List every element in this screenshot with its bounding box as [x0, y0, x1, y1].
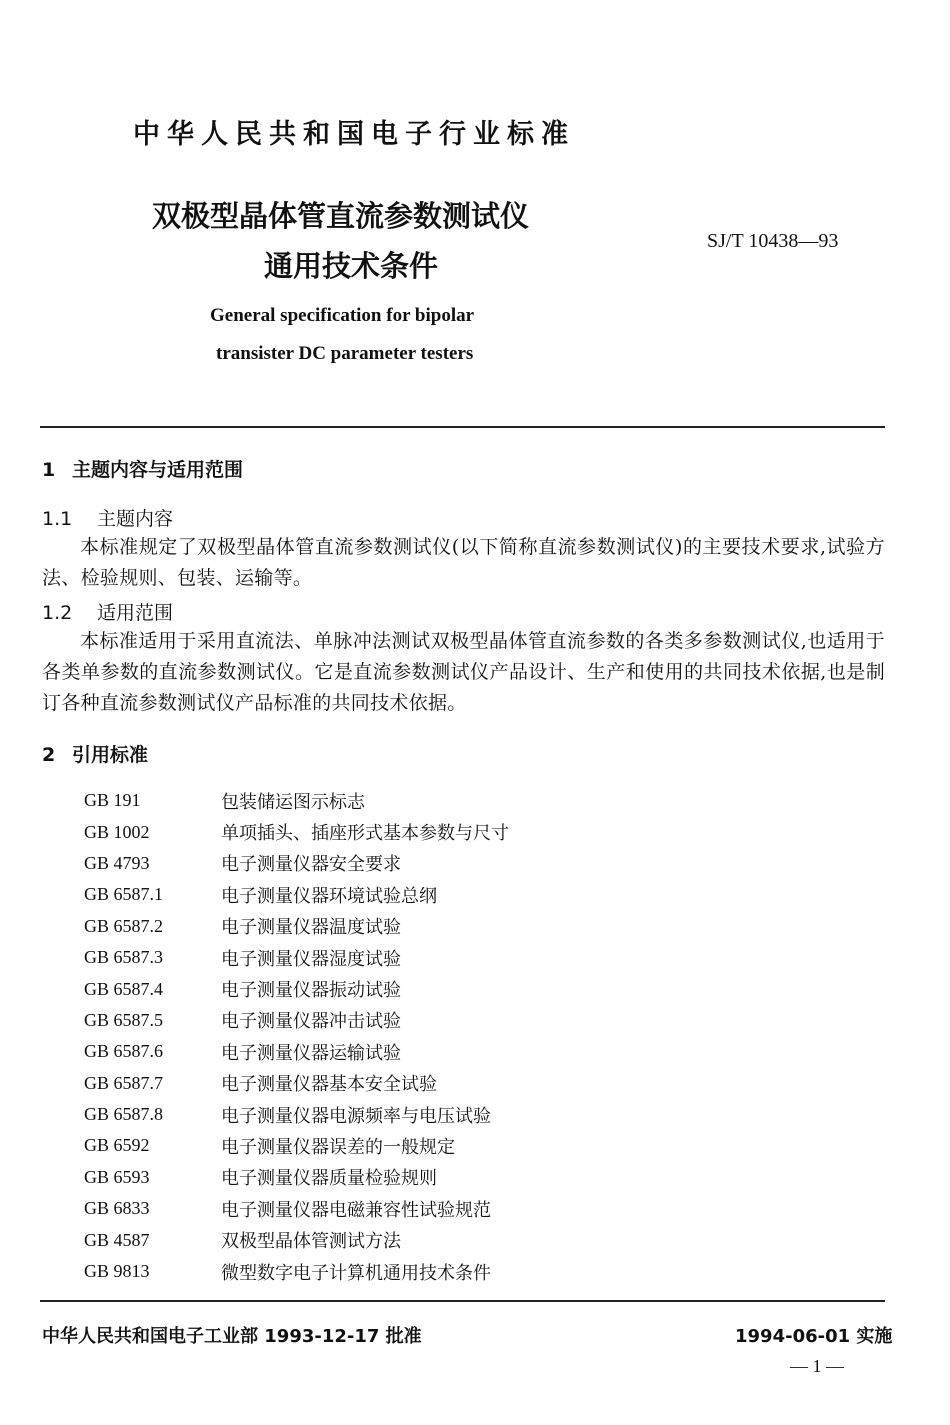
subsection-title: 适用范围	[97, 602, 174, 624]
list-item	[84, 1130, 509, 1161]
ref-code: GB 6587.1	[84, 884, 164, 905]
list-item	[84, 911, 509, 942]
ref-name: 电子测量仪器基本安全试验	[221, 1074, 437, 1096]
ref-code: GB 191	[84, 790, 141, 811]
title-english-line-2: transister DC parameter testers	[216, 343, 474, 364]
list-item	[84, 1162, 509, 1193]
list-item	[84, 1099, 509, 1130]
subsection-1-2-text: 本标准适用于采用直流法、单脉冲法测试双极型晶体管直流参数的各类多参数测试仪,也适用于各类单参数的直流参数测试仪。它是直流参数测试仪产品设计、生产和使用的共同技术依据,也是制订各种直流参数测试仪产品标准的共同技术依据。	[42, 630, 885, 714]
ref-name: 电子测量仪器电磁兼容性试验规范	[221, 1199, 491, 1221]
ref-code: GB 6587.7	[84, 1072, 164, 1093]
ref-code: GB 6587.8	[84, 1104, 164, 1125]
ref-code: GB 4587	[84, 1229, 150, 1250]
approval-statement: 中华人民共和国电子工业部 1993-12-17 批准	[42, 1326, 422, 1347]
section-number: 1	[42, 459, 56, 481]
ref-name: 电子测量仪器质量检验规则	[221, 1168, 437, 1190]
ref-name: 双极型晶体管测试方法	[221, 1231, 401, 1253]
referenced-standards-list	[84, 785, 509, 1287]
section-title: 主题内容与适用范围	[72, 459, 244, 481]
standard-code: SJ/T 10438—93	[707, 230, 839, 252]
ref-name: 电子测量仪器安全要求	[221, 854, 401, 876]
ref-code: GB 6587.5	[84, 1009, 164, 1030]
list-item	[84, 816, 509, 847]
list-item	[84, 785, 509, 816]
ref-name: 电子测量仪器温度试验	[221, 917, 401, 939]
footer-divider	[40, 1300, 885, 1302]
title-chinese-line-2: 通用技术条件	[264, 249, 439, 283]
ref-code: GB 6592	[84, 1135, 150, 1156]
ref-name: 电子测量仪器湿度试验	[221, 948, 401, 970]
implementation-date: 1994-06-01 实施	[735, 1326, 893, 1347]
ref-code: GB 6833	[84, 1198, 150, 1219]
list-item	[84, 1068, 509, 1099]
subsection-1-2-heading	[42, 598, 173, 625]
ref-name: 包装储运图示标志	[221, 791, 365, 813]
ref-code: GB 6587.4	[84, 978, 164, 999]
subsection-1-1-heading	[42, 504, 173, 531]
subsection-1-1-text: 本标准规定了双极型晶体管直流参数测试仪(以下简称直流参数测试仪)的主要技术要求,试验方法、检验规则、包装、运输等。	[42, 536, 885, 589]
ref-code: GB 4793	[84, 852, 150, 873]
list-item	[84, 973, 509, 1004]
ref-code: GB 6587.2	[84, 915, 164, 936]
ref-name: 电子测量仪器环境试验总纲	[221, 885, 437, 907]
subsection-number: 1.2	[42, 602, 73, 624]
list-item	[84, 879, 509, 910]
ref-code: GB 1002	[84, 821, 150, 842]
ref-code: GB 9813	[84, 1261, 150, 1282]
ref-name: 电子测量仪器误差的一般规定	[221, 1136, 455, 1158]
title-english-line-1: General specification for bipolar	[210, 305, 475, 326]
ref-name: 电子测量仪器振动试验	[221, 980, 401, 1002]
section-title: 引用标准	[72, 744, 149, 766]
page-number: — 1 —	[790, 1356, 844, 1376]
ref-code: GB 6587.6	[84, 1041, 164, 1062]
ref-code: GB 6593	[84, 1166, 150, 1187]
list-item	[84, 1256, 509, 1287]
ref-name: 微型数字电子计算机通用技术条件	[221, 1262, 491, 1284]
issuing-organization: 中华人民共和国电子行业标准	[133, 119, 575, 150]
subsection-title: 主题内容	[97, 508, 174, 530]
list-item	[84, 1005, 509, 1036]
header-divider	[40, 426, 885, 428]
list-item	[84, 848, 509, 879]
ref-name: 电子测量仪器运输试验	[221, 1042, 401, 1064]
subsection-number: 1.1	[42, 508, 73, 530]
section-2-heading	[42, 740, 148, 767]
section-number: 2	[42, 744, 56, 766]
list-item	[84, 1193, 509, 1224]
ref-code: GB 6587.3	[84, 947, 164, 968]
list-item	[84, 1036, 509, 1067]
ref-name: 电子测量仪器冲击试验	[221, 1011, 401, 1033]
ref-name: 单项插头、插座形式基本参数与尺寸	[221, 823, 509, 845]
list-item	[84, 942, 509, 973]
list-item	[84, 1224, 509, 1255]
title-chinese-line-1: 双极型晶体管直流参数测试仪	[152, 199, 530, 233]
section-1-heading	[42, 455, 243, 482]
ref-name: 电子测量仪器电源频率与电压试验	[221, 1105, 491, 1127]
